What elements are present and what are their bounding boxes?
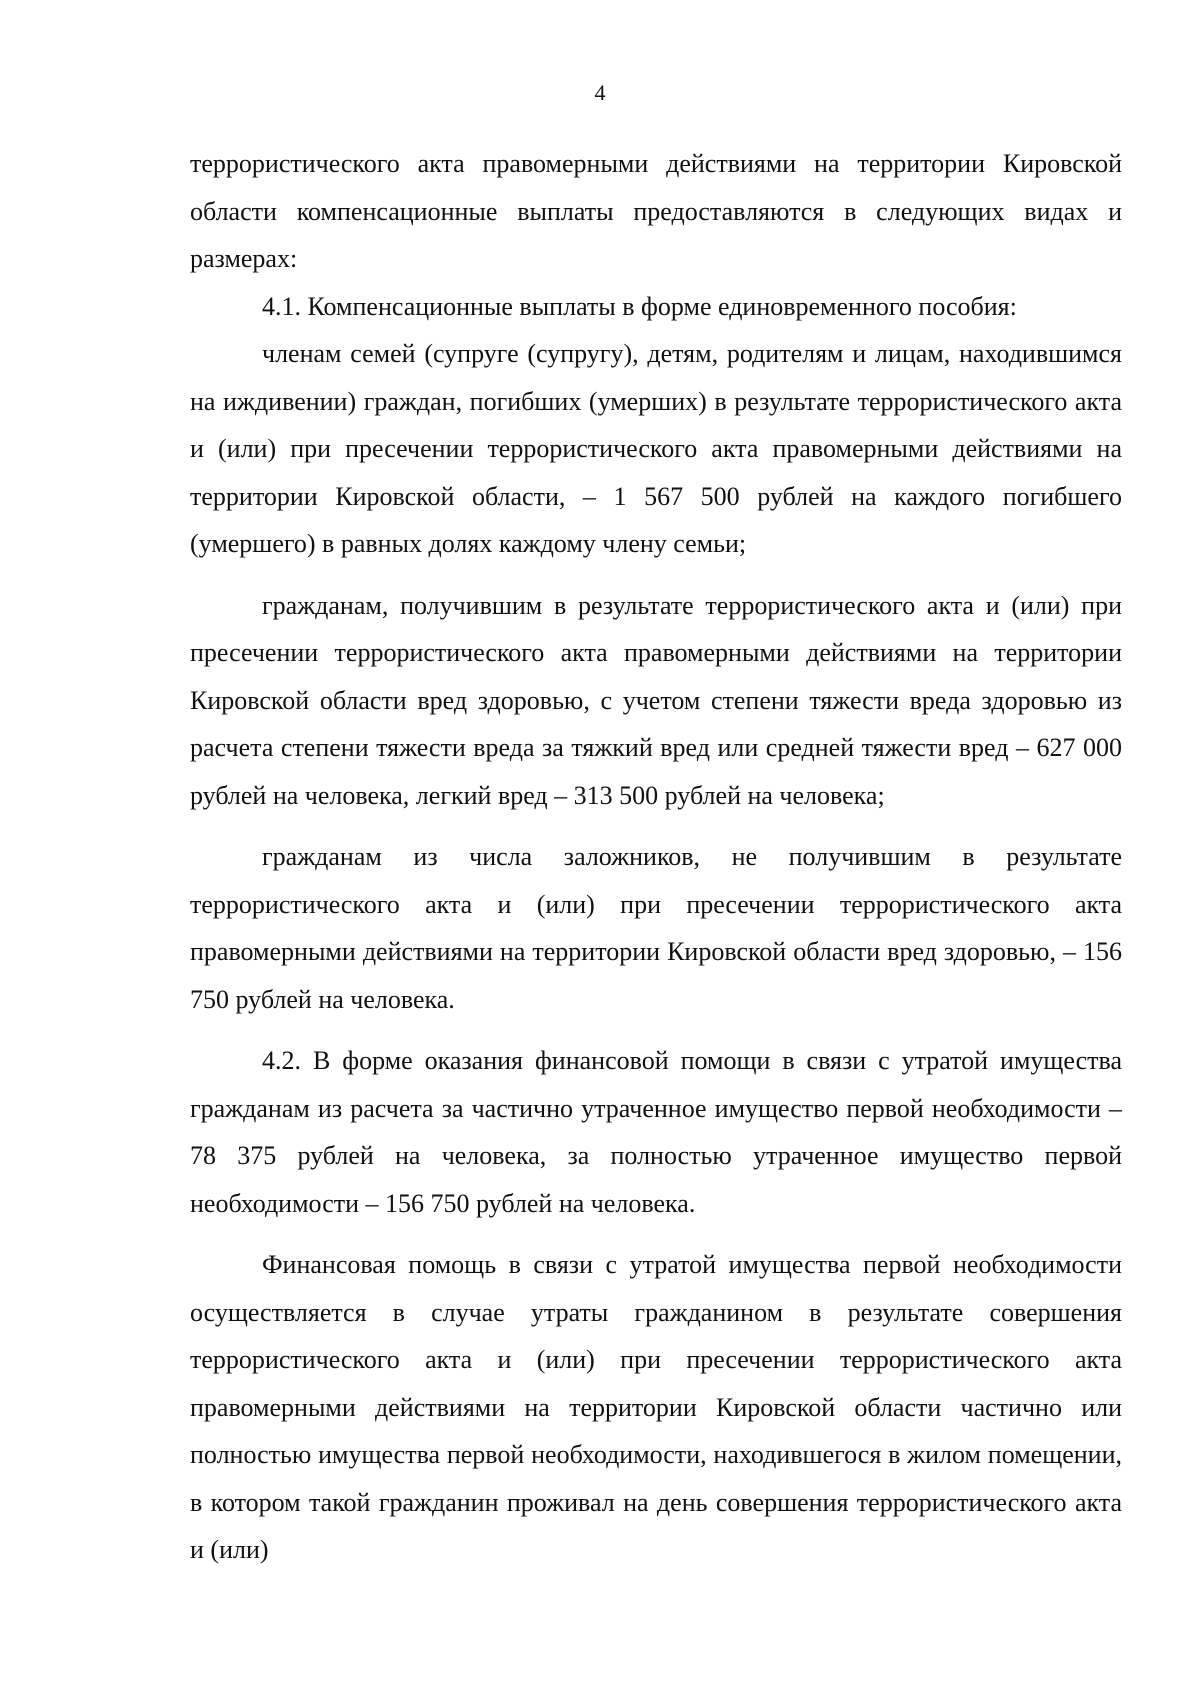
paragraph-health-harm: гражданам, получившим в результате террористического акта и (или) при пресечении террористического акта правомерными действиями на территории Кировской области вред здоровью, с учетом степени тяжести вреда здоровью из расчета степени тяжести вреда за тяжкий вред или средней тяжести вред – 627 000 рублей на человека, легкий вред – 313 500 рублей на человека;: [190, 590, 1122, 810]
paragraph-continuation: террористического акта правомерными действиями на территории Кировской области компенсационные выплаты предоставляются в следующих видах и размерах:: [190, 149, 1122, 273]
paragraph-section-4-2: 4.2. В форме оказания финансовой помощи в связи с утратой имущества гражданам из расчета за частично утраченное имущество первой необходимости – 78 375 рублей на человека, за полностью утраченное имущество первой необходимости – 156 750 рублей на человека.: [190, 1046, 1122, 1218]
paragraph-section-4-1: 4.1. Компенсационные выплаты в форме единовременного пособия:: [262, 291, 1017, 321]
paragraph-financial-aid: Финансовая помощь в связи с утратой имущества первой необходимости осуществляется в случае утраты гражданином в результате совершения террористического акта и (или) при пресечении террористического акта правомерными действиями на территории Кировской области частично или полностью имущества первой необходимости, находившегося в жилом помещении, в котором такой гражданин проживал на день совершения террористического акта и (или): [190, 1250, 1122, 1564]
paragraph-family-members: членам семей (супруге (супругу), детям, родителям и лицам, находившимся на иждивении) граждан, погибших (умерших) в результате террористического акта и (или) при пресечении террористического акта правомерными действиями на территории Кировской области, – 1 567 500 рублей на каждого погибшего (умершего) в равных долях каждому члену семьи;: [190, 339, 1122, 558]
document-body: [190, 140, 1122, 1574]
page-number: 4: [594, 80, 606, 105]
paragraph-hostages: гражданам из числа заложников, не получившим в результате террористического акта и (или) при пресечении террористического акта правомерными действиями на территории Кировской области вред здоровью, – 156 750 рублей на человека.: [190, 842, 1122, 1014]
